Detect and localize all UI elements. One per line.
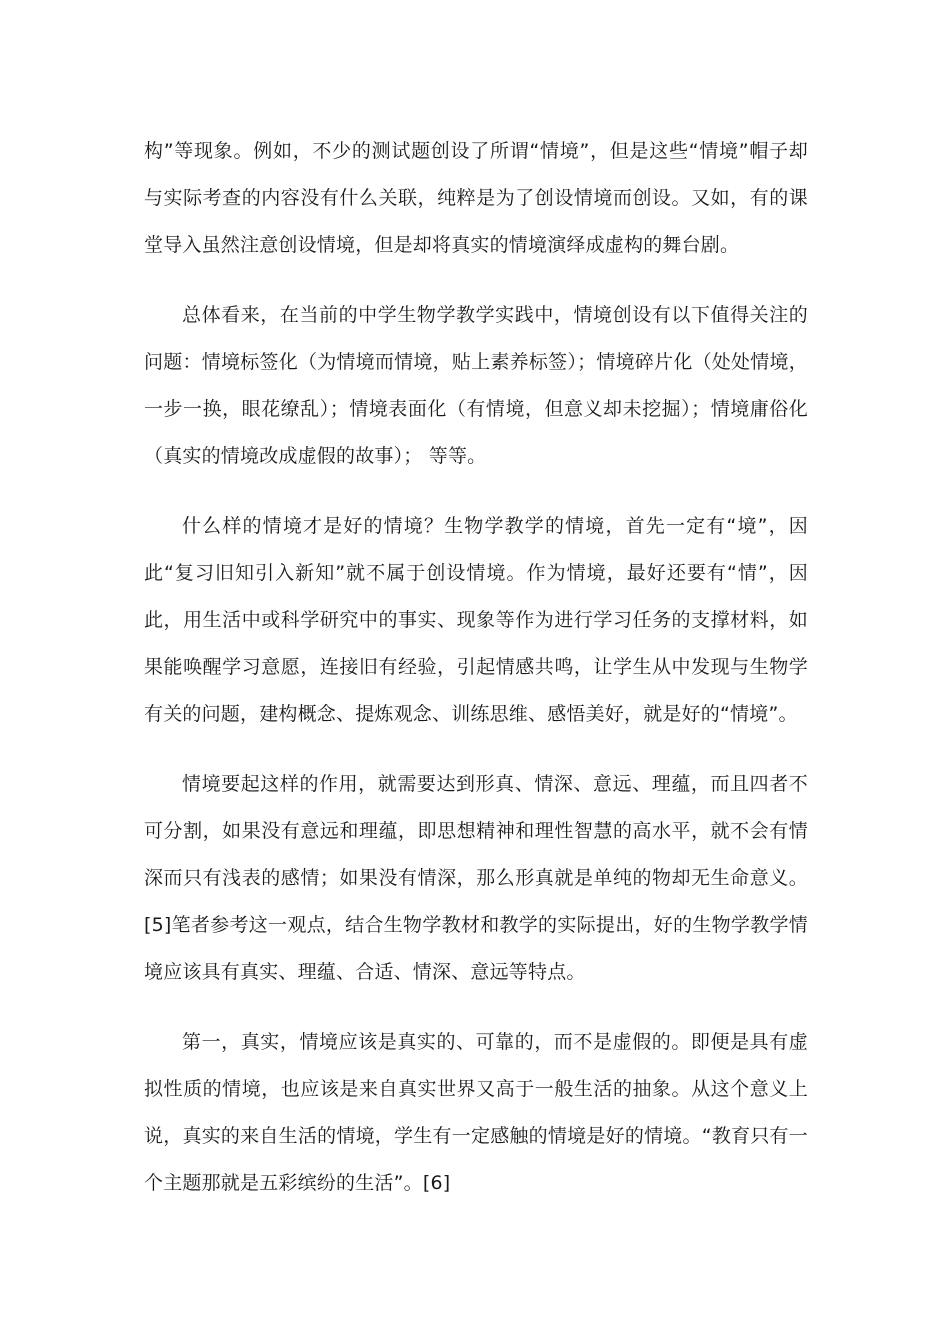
- document-page: [144, 128, 808, 1230]
- paragraph-problems: 总体看来，在当前的中学生物学教学实践中，情境创设有以下值得关注的问题：情境标签化（为情境而情境，贴上素养标签）；情境碎片化（处处情境，一步一换，眼花缭乱）；情境表面化（有情境，但意义却未挖掘）；情境庸俗化（真实的情境改成虚假的故事）； 等等。: [144, 304, 808, 467]
- paragraph-good-situation: 什么样的情境才是好的情境？生物学教学的情境，首先一定有“境”，因此“复习旧知引入新知”就不属于创设情境。作为情境，最好还要有“情”，因此，用生活中或科学研究中的事实、现象等作为进行学习任务的支撑材料，如果能唤醒学习意愿，连接旧有经验，引起情感共鸣，让学生从中发现与生物学有关的问题，建构概念、提炼观念、训练思维、感悟美好，就是好的“情境”。: [144, 515, 808, 725]
- paragraph-continuation: 构”等现象。例如，不少的测试题创设了所谓“情境”，但是这些“情境”帽子却与实际考查的内容没有什么关联，纯粹是为了创设情境而创设。又如，有的课堂导入虽然注意创设情境，但是却将真实的情境演绎成虚构的舞台剧。: [144, 140, 808, 256]
- paragraph-first-authenticity: 第一，真实，情境应该是真实的、可靠的，而不是虚假的。即便是具有虚拟性质的情境，也应该是来自真实世界又高于一般生活的抽象。从这个意义上说，真实的来自生活的情境，学生有一定感触的情境是好的情境。“教育只有一个主题那就是五彩缤纷的生活”。[6]: [144, 1031, 808, 1194]
- paragraph-characteristics: 情境要起这样的作用，就需要达到形真、情深、意远、理蕴，而且四者不可分割，如果没有意远和理蕴，即思想精神和理性智慧的高水平，就不会有情深而只有浅表的感情；如果没有情深，那么形真就是单纯的物却无生命意义。[5]笔者参考这一观点，结合生物学教材和教学的实际提出，好的生物学教学情境应该具有真实、理蕴、合适、情深、意远等特点。: [144, 773, 808, 983]
